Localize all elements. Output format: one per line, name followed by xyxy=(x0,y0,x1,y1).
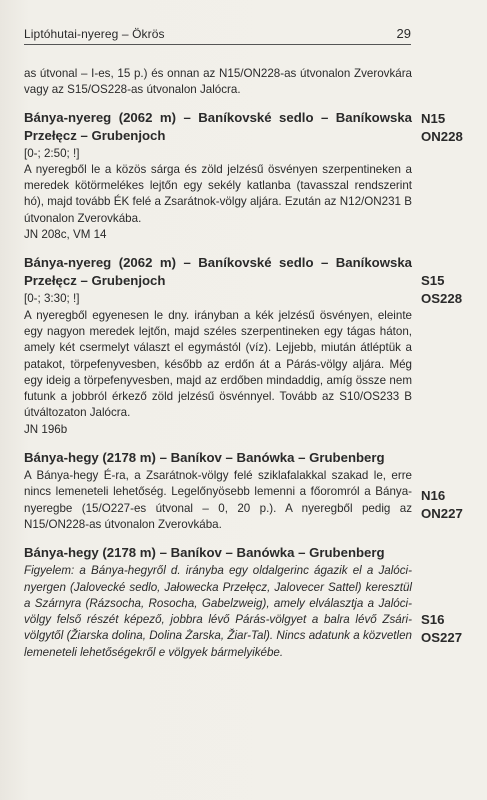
route-code-4 xyxy=(421,611,481,647)
route-code: N15 xyxy=(421,111,446,126)
entry-reference: JN 208c, VM 14 xyxy=(24,228,107,242)
entry-text: A nyeregből egyenesen le dny. irányban a kék jelzésű ösvényen, eleinte egy nagyon meredek lejtőn, majd széles szerpentineken egy tágas háton, amely két csermelyt választ el egymástól (víz). Lejjebb, miután átléptük a patakot, törpefenyvesben, később az erdőn át a Párás-völgy aljára. Még egy ideig a törpefenyvesben, majd az erdőben mindaddig, amíg össze nem futunk a jobbról érkező zöld jelzésű ösvénnyel. Tovább az S10/OS233 B útváltozaton Jalócra. xyxy=(24,308,412,420)
route-code: OS228 xyxy=(421,291,463,306)
entry-codes: [0-; 2:50; !] xyxy=(24,146,80,160)
route-entry-2 xyxy=(24,254,412,438)
route-code-3 xyxy=(421,487,481,523)
entry-heading: Bánya-nyereg (2062 m) – Baníkovské sedlo – Baníkowska Przełęcz – Grubenjoch xyxy=(24,109,412,143)
route-code: S15 xyxy=(421,273,445,288)
entry-text: A Bánya-hegy É-ra, a Zsarátnok-völgy felé sziklafalakkal szakad le, erre nincs lemeneteli lehetőség. Legelőnyösebb lemenni a főoromról a Bánya-nyeregbe (15/O227-es útvonal – 0, 20 p.). A nyeregből pedig az N15/ON228-as útvonalon Zverovkába. xyxy=(24,469,412,531)
route-code-2 xyxy=(421,272,481,308)
route-code: OS227 xyxy=(421,630,463,645)
route-code: ON227 xyxy=(421,506,463,521)
entry-reference: JN 196b xyxy=(24,422,68,436)
entry-heading: Bánya-nyereg (2062 m) – Baníkovské sedlo – Baníkowska Przełęcz – Grubenjoch xyxy=(24,255,412,289)
header-title: Liptóhutai-nyereg – Ökrös xyxy=(24,27,165,41)
route-code: S16 xyxy=(421,612,445,627)
route-code: ON228 xyxy=(421,129,463,144)
entry-text: A nyeregből le a közös sárga és zöld jelzésű ösvényen szerpentineken a meredek kötörmelékes lejtőn egy sekély katlanba (tavasszal rendszerint hó), majd tovább ÉK felé a Zsarátnok-völgy aljára. Ezután az N12/ON231 B útvonalon Zverovkába. xyxy=(24,162,412,225)
entry-heading: Bánya-hegy (2178 m) – Baníkov – Banówka – Grubenberg xyxy=(24,545,385,561)
route-entry-3 xyxy=(24,449,412,533)
route-entry-4 xyxy=(24,544,412,661)
page-number: 29 xyxy=(396,26,411,41)
route-code: N16 xyxy=(421,488,446,503)
entry-heading: Bánya-hegy (2178 m) – Baníkov – Banówka – Grubenberg xyxy=(24,450,385,466)
route-entry-1 xyxy=(24,109,412,244)
running-header xyxy=(24,22,411,45)
page-body xyxy=(24,66,412,661)
entry-text: Figyelem: a Bánya-hegyről d. irányba egy oldalgerinc ágazik el a Jalóci-nyergen (Jalovecké sedlo, Jałowecka Przełęcz, Jalovecer Sattel) keresztül a Szárnyra (Rázsocha, Rosocha, Gabelzweig), amely elválasztja a Jalóci-völgy felső részét képező, jobbra lévő Párás-völgyet a balra lévő Zsári-völgytől (Žiarska dolina, Dolina Żarska, Žiar-Tal). Nincs adatunk a közvetlen lemeneteli lehetőségekről e völgyek bármelyikébe. xyxy=(24,564,412,659)
entry-codes: [0-; 3:30; !] xyxy=(24,292,80,306)
route-code-1 xyxy=(421,110,481,146)
intro-paragraph: as útvonal – I-es, 15 p.) és onnan az N15/ON228-as útvonalon Zverovkára vagy az S15/OS228-as útvonalon Jalócra. xyxy=(24,67,412,97)
